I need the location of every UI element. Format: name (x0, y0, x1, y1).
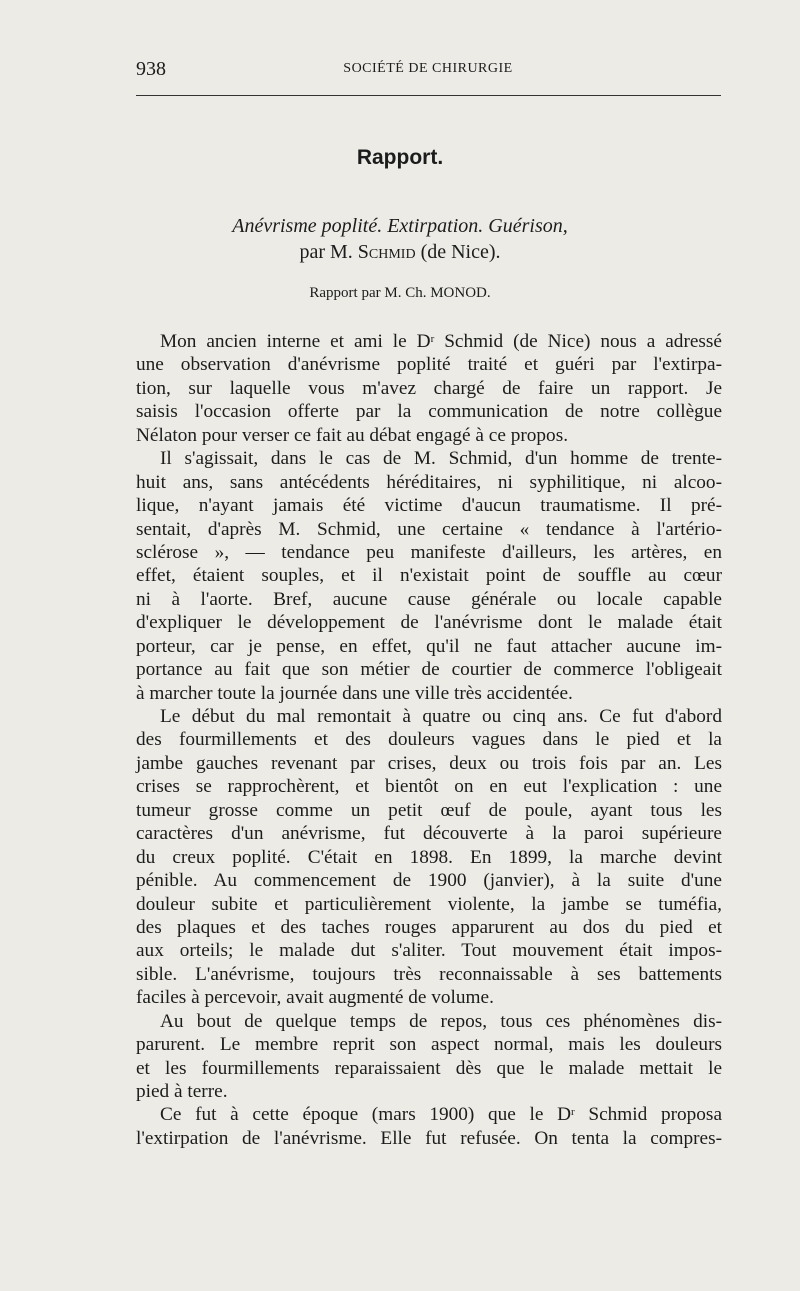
text-line (136, 330, 722, 353)
text-line-content: Au bout de quelque temps de repos, tous ces phénomènes dis- (160, 1010, 722, 1032)
text-line-continuation: Schmid (de Nice) nous a adressé (434, 331, 722, 352)
text-line (136, 541, 722, 564)
reporter-line: Rapport par M. Ch. MONOD. (309, 285, 491, 301)
text-line-content: à marcher toute la journée dans une ville très accidentée. (136, 682, 573, 704)
text-line (136, 588, 722, 611)
text-line (136, 846, 722, 869)
text-line (136, 1010, 722, 1033)
text-line (136, 799, 722, 822)
page-number: 938 (136, 58, 166, 80)
text-line (136, 775, 722, 798)
text-line-content: tumeur grosse comme un petit œuf de poule, ayant tous les (136, 799, 722, 821)
text-line-content: une observation d'anévrisme poplité traité et guéri par l'extirpa- (136, 354, 722, 376)
text-line-content: saisis l'occasion offerte par la communication de notre collègue (136, 401, 722, 423)
text-line-content: Nélaton pour verser ce fait au débat engagé à ce propos. (136, 424, 569, 446)
text-line-content: Mon ancien interne et ami le D (160, 331, 431, 352)
superscript: r (430, 333, 435, 345)
text-line (136, 353, 722, 376)
text-line-content: huit ans, sans antécédents héréditaires, ni syphilitique, ni alcoo- (136, 471, 722, 493)
text-line-content: effet, étaient souples, et il n'existait point de souffle au cœur (136, 565, 722, 587)
superscript: r (571, 1106, 575, 1119)
text-line-content: sentait, d'après M. Schmid, une certaine « tendance à l'artério- (136, 518, 722, 540)
text-line (136, 822, 722, 845)
text-line (136, 611, 722, 634)
text-line-content: aux orteils; le malade dut s'aliter. Tout mouvement était impos- (136, 940, 722, 962)
text-line-content: ni à l'aorte. Bref, aucune cause générale ou locale capable (136, 588, 722, 610)
text-line (136, 658, 722, 681)
text-line (136, 471, 722, 494)
text-line (136, 400, 722, 423)
text-line-content: caractères d'un anévrisme, fut découverte à la paroi supérieure (136, 823, 722, 845)
text-line (136, 1057, 722, 1080)
subtitle-line: Anévrisme poplité. Extirpation. Guérison, (232, 215, 568, 237)
text-line-content: d'expliquer le développement de l'anévrisme dont le malade était (136, 612, 722, 634)
text-line-content: sclérose », — tendance peu manifeste d'ailleurs, les artères, en (136, 541, 722, 563)
text-line-content: sible. L'anévrisme, toujours très reconnaissable à ses battements (136, 963, 722, 985)
text-line (136, 986, 722, 1009)
text-line-content: jambe gauches revenant par crises, deux ou trois fois par an. Les (136, 752, 722, 774)
article-subtitle (0, 213, 800, 265)
text-line-content: porteur, car je pense, en effet, qu'il ne faut attacher aucune im- (136, 635, 722, 657)
author-name: Schmid (357, 241, 416, 263)
text-line (136, 893, 722, 916)
text-line (136, 564, 722, 587)
text-line (136, 916, 722, 939)
text-line (136, 377, 722, 400)
text-line (136, 635, 722, 658)
text-line (136, 424, 722, 447)
text-line-content: portance au fait que son métier de courtier de commerce l'obligeait (136, 659, 722, 681)
text-line-content: crises se rapprochèrent, et bientôt on en eut l'explication : une (136, 776, 722, 798)
text-line (136, 447, 722, 470)
text-line (136, 1033, 722, 1056)
author-line (0, 239, 800, 265)
text-line-continuation: Schmid proposa (574, 1104, 722, 1126)
text-line-content: et les fourmillements reparaissaient dès que le malade mettait le (136, 1057, 722, 1079)
header-rule (136, 95, 721, 96)
author-prefix: par M. (299, 241, 358, 263)
text-line (136, 705, 722, 728)
text-line-content: Il s'agissait, dans le cas de M. Schmid, d'un homme de trente- (160, 448, 722, 470)
text-line-content: lique, n'ayant jamais été victime d'aucun traumatisme. Il pré- (136, 495, 722, 517)
text-line (136, 963, 722, 986)
text-line-content: tion, sur laquelle vous m'avez chargé de faire un rapport. Je (136, 377, 722, 399)
text-line-content: faciles à percevoir, avait augmenté de volume. (136, 987, 494, 1009)
text-line (136, 728, 722, 751)
text-line (136, 1127, 722, 1150)
text-line-content: douleur subite et particulièrement violente, la jambe se tuméfia, (136, 893, 722, 915)
page-header (136, 58, 720, 82)
text-line (136, 682, 722, 705)
section-title: Rapport. (356, 146, 444, 169)
body-text (136, 330, 722, 1150)
text-line (136, 869, 722, 892)
running-head: SOCIÉTÉ DE CHIRURGIE (343, 61, 513, 76)
text-line-content: Le début du mal remontait à quatre ou cinq ans. Ce fut d'abord (160, 706, 722, 727)
text-line (136, 1080, 722, 1103)
text-line (136, 494, 722, 517)
text-line (136, 939, 722, 962)
author-suffix: (de Nice). (415, 241, 501, 263)
text-line-content: du creux poplité. C'était en 1898. En 1899, la marche devint (136, 846, 722, 868)
text-line-content: pénible. Au commencement de 1900 (janvier), à la suite d'une (136, 870, 722, 892)
text-line-content: pied à terre. (136, 1081, 228, 1102)
text-line (136, 1103, 722, 1126)
text-line-content: l'extirpation de l'anévrisme. Elle fut refusée. On tenta la compres- (136, 1127, 722, 1149)
text-line-content: parurent. Le membre reprit son aspect normal, mais les douleurs (136, 1034, 722, 1056)
text-line-content: des plaques et des taches rouges apparurent au dos du pied et (136, 916, 722, 938)
text-line-content: des fourmillements et des douleurs vagues dans le pied et la (136, 729, 722, 751)
text-line (136, 518, 722, 541)
text-line (136, 752, 722, 775)
text-line-content: Ce fut à cette époque (mars 1900) que le D (160, 1104, 572, 1126)
